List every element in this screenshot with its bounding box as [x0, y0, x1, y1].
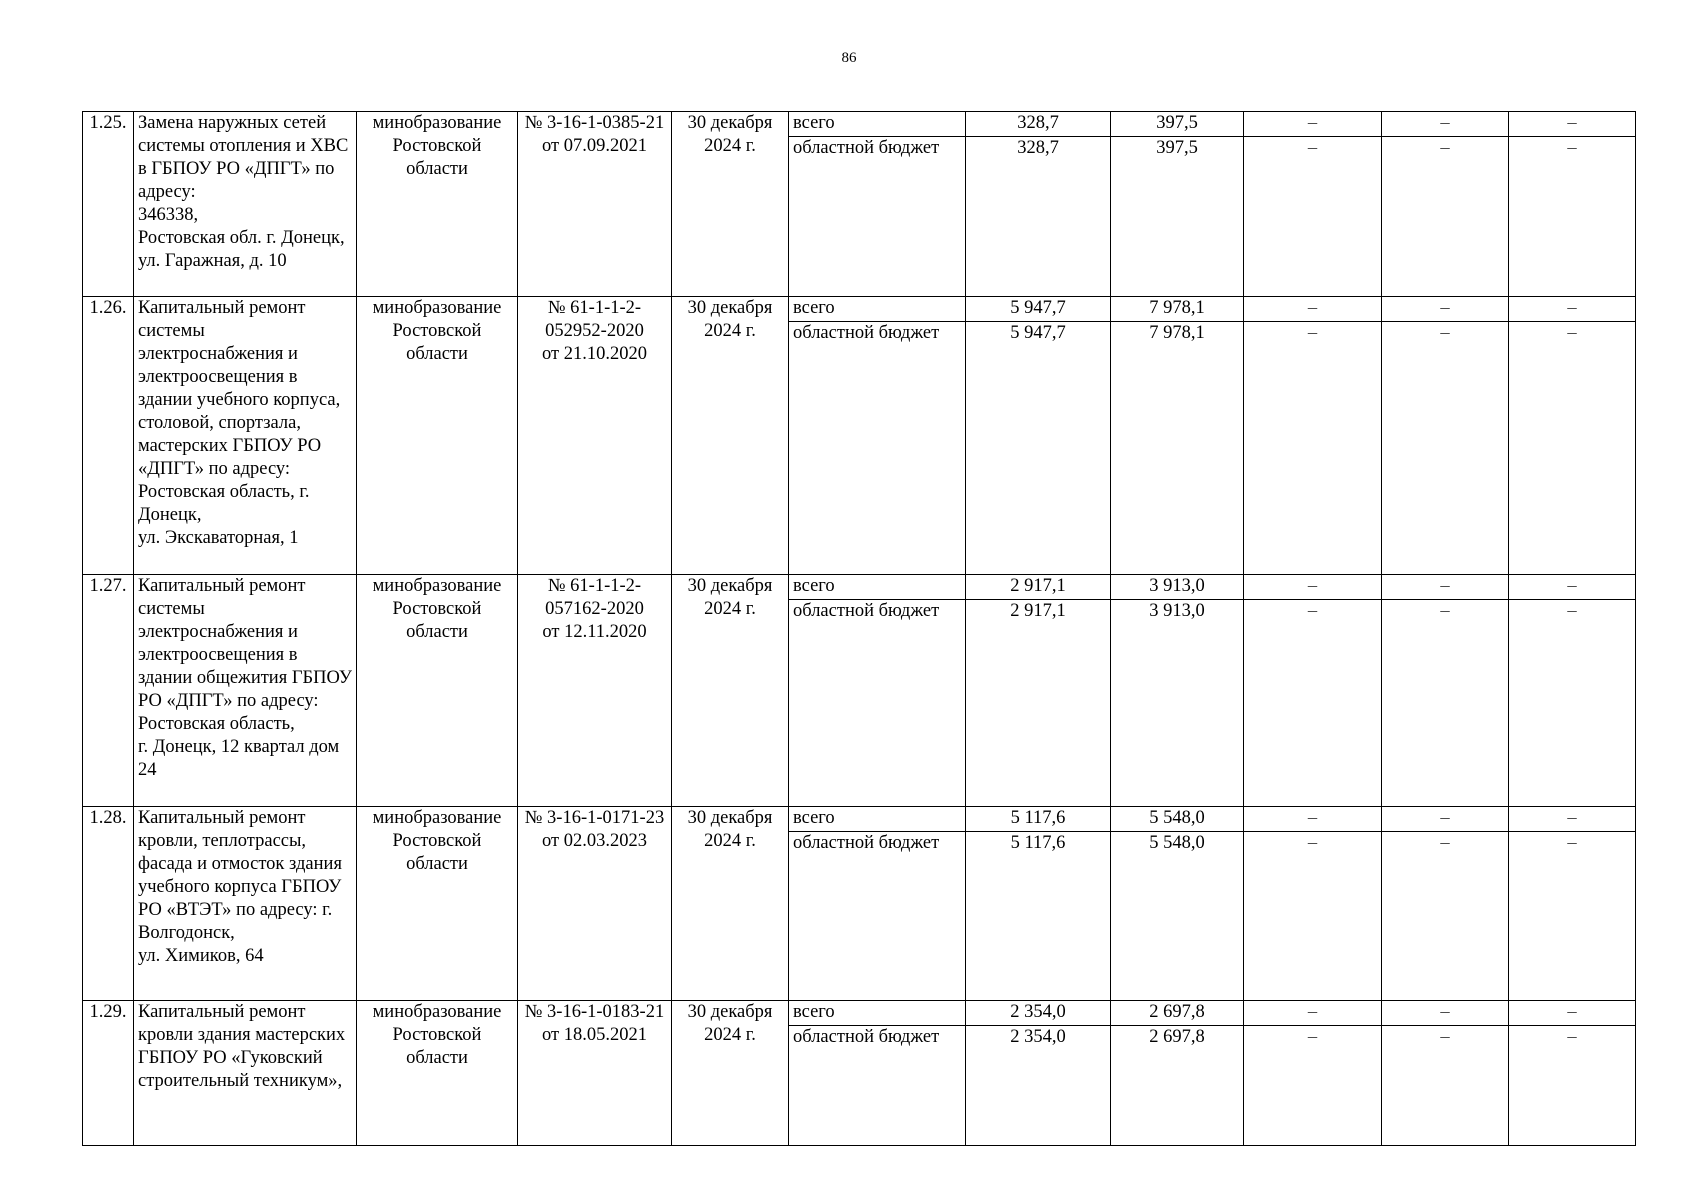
deadline: 30 декабря 2024 г. — [672, 1001, 789, 1146]
amount-4: – — [1382, 137, 1509, 297]
amount-1: 5 117,6 — [966, 807, 1111, 832]
amount-3: – — [1244, 112, 1382, 137]
budget-table — [82, 111, 1636, 1146]
expertise-doc: № 3-16-1-0171-23 от 02.03.2023 — [518, 807, 672, 1001]
amount-2: 7 978,1 — [1111, 322, 1244, 575]
amount-2: 5 548,0 — [1111, 832, 1244, 1001]
responsible-body: минобразование Ростовской области — [357, 575, 518, 807]
amount-1: 328,7 — [966, 112, 1111, 137]
amount-5: – — [1509, 297, 1636, 322]
expertise-doc: № 61-1-1-2-057162-2020 от 12.11.2020 — [518, 575, 672, 807]
deadline: 30 декабря 2024 г. — [672, 807, 789, 1001]
amount-1: 5 947,7 — [966, 297, 1111, 322]
amount-2: 7 978,1 — [1111, 297, 1244, 322]
amount-5: – — [1509, 832, 1636, 1001]
row-number: 1.29. — [83, 1001, 134, 1146]
amount-2: 3 913,0 — [1111, 600, 1244, 807]
amount-1: 5 117,6 — [966, 832, 1111, 1001]
expertise-doc: № 3-16-1-0183-21 от 18.05.2021 — [518, 1001, 672, 1146]
amount-1: 5 947,7 — [966, 322, 1111, 575]
deadline: 30 декабря 2024 г. — [672, 575, 789, 807]
amount-4: – — [1382, 297, 1509, 322]
funding-source: всего — [789, 297, 966, 322]
amount-4: – — [1382, 1026, 1509, 1146]
funding-source: всего — [789, 575, 966, 600]
row-number: 1.25. — [83, 112, 134, 297]
table-row — [83, 1001, 1636, 1026]
amount-2: 397,5 — [1111, 112, 1244, 137]
amount-1: 328,7 — [966, 137, 1111, 297]
object-name: Капитальный ремонт кровли здания мастерских ГБПОУ РО «Гуковский строительный техникум», — [134, 1001, 357, 1146]
object-name: Капитальный ремонт системы электроснабжения и электроосвещения в здании общежития ГБПОУ РО «ДПГТ» по адресу: Ростовская область, г. Донецк, 12 квартал дом 24 — [134, 575, 357, 807]
amount-1: 2 354,0 — [966, 1001, 1111, 1026]
amount-3: – — [1244, 807, 1382, 832]
amount-1: 2 917,1 — [966, 575, 1111, 600]
amount-4: – — [1382, 112, 1509, 137]
amount-5: – — [1509, 1001, 1636, 1026]
funding-source: областной бюджет — [789, 600, 966, 807]
amount-4: – — [1382, 832, 1509, 1001]
amount-5: – — [1509, 112, 1636, 137]
amount-5: – — [1509, 600, 1636, 807]
table-row — [83, 112, 1636, 137]
amount-3: – — [1244, 832, 1382, 1001]
deadline: 30 декабря 2024 г. — [672, 112, 789, 297]
funding-source: всего — [789, 807, 966, 832]
table-row — [83, 297, 1636, 322]
funding-source: всего — [789, 112, 966, 137]
amount-2: 3 913,0 — [1111, 575, 1244, 600]
amount-3: – — [1244, 137, 1382, 297]
amount-2: 2 697,8 — [1111, 1026, 1244, 1146]
amount-1: 2 354,0 — [966, 1026, 1111, 1146]
amount-4: – — [1382, 807, 1509, 832]
deadline: 30 декабря 2024 г. — [672, 297, 789, 575]
funding-source: областной бюджет — [789, 322, 966, 575]
amount-5: – — [1509, 137, 1636, 297]
row-number: 1.26. — [83, 297, 134, 575]
amount-4: – — [1382, 575, 1509, 600]
expertise-doc: № 3-16-1-0385-21 от 07.09.2021 — [518, 112, 672, 297]
object-name: Капитальный ремонт системы электроснабжения и электроосвещения в здании учебного корпуса, столовой, спортзала, мастерских ГБПОУ РО «ДПГТ» по адресу: Ростовская область, г. Донецк, ул. Экскаваторная, 1 — [134, 297, 357, 575]
funding-source: областной бюджет — [789, 1026, 966, 1146]
amount-2: 2 697,8 — [1111, 1001, 1244, 1026]
page-number: 86 — [841, 50, 857, 66]
amount-3: – — [1244, 322, 1382, 575]
responsible-body: минобразование Ростовской области — [357, 1001, 518, 1146]
amount-5: – — [1509, 1026, 1636, 1146]
amount-5: – — [1509, 322, 1636, 575]
object-name: Замена наружных сетей системы отопления и ХВС в ГБПОУ РО «ДПГТ» по адресу: 346338, Ростовская обл. г. Донецк, ул. Гаражная, д. 10 — [134, 112, 357, 297]
row-number: 1.27. — [83, 575, 134, 807]
responsible-body: минобразование Ростовской области — [357, 112, 518, 297]
funding-source: областной бюджет — [789, 832, 966, 1001]
amount-3: – — [1244, 1026, 1382, 1146]
responsible-body: минобразование Ростовской области — [357, 297, 518, 575]
amount-1: 2 917,1 — [966, 600, 1111, 807]
amount-4: – — [1382, 1001, 1509, 1026]
amount-4: – — [1382, 322, 1509, 575]
amount-4: – — [1382, 600, 1509, 807]
amount-5: – — [1509, 575, 1636, 600]
amount-2: 5 548,0 — [1111, 807, 1244, 832]
amount-3: – — [1244, 600, 1382, 807]
amount-3: – — [1244, 1001, 1382, 1026]
expertise-doc: № 61-1-1-2-052952-2020 от 21.10.2020 — [518, 297, 672, 575]
table-row — [83, 807, 1636, 832]
amount-5: – — [1509, 807, 1636, 832]
amount-3: – — [1244, 297, 1382, 322]
amount-3: – — [1244, 575, 1382, 600]
table-row — [83, 575, 1636, 600]
funding-source: всего — [789, 1001, 966, 1026]
amount-2: 397,5 — [1111, 137, 1244, 297]
object-name: Капитальный ремонт кровли, теплотрассы, фасада и отмосток здания учебного корпуса ГБПОУ РО «ВТЭТ» по адресу: г. Волгодонск, ул. Химиков, 64 — [134, 807, 357, 1001]
funding-source: областной бюджет — [789, 137, 966, 297]
row-number: 1.28. — [83, 807, 134, 1001]
responsible-body: минобразование Ростовской области — [357, 807, 518, 1001]
